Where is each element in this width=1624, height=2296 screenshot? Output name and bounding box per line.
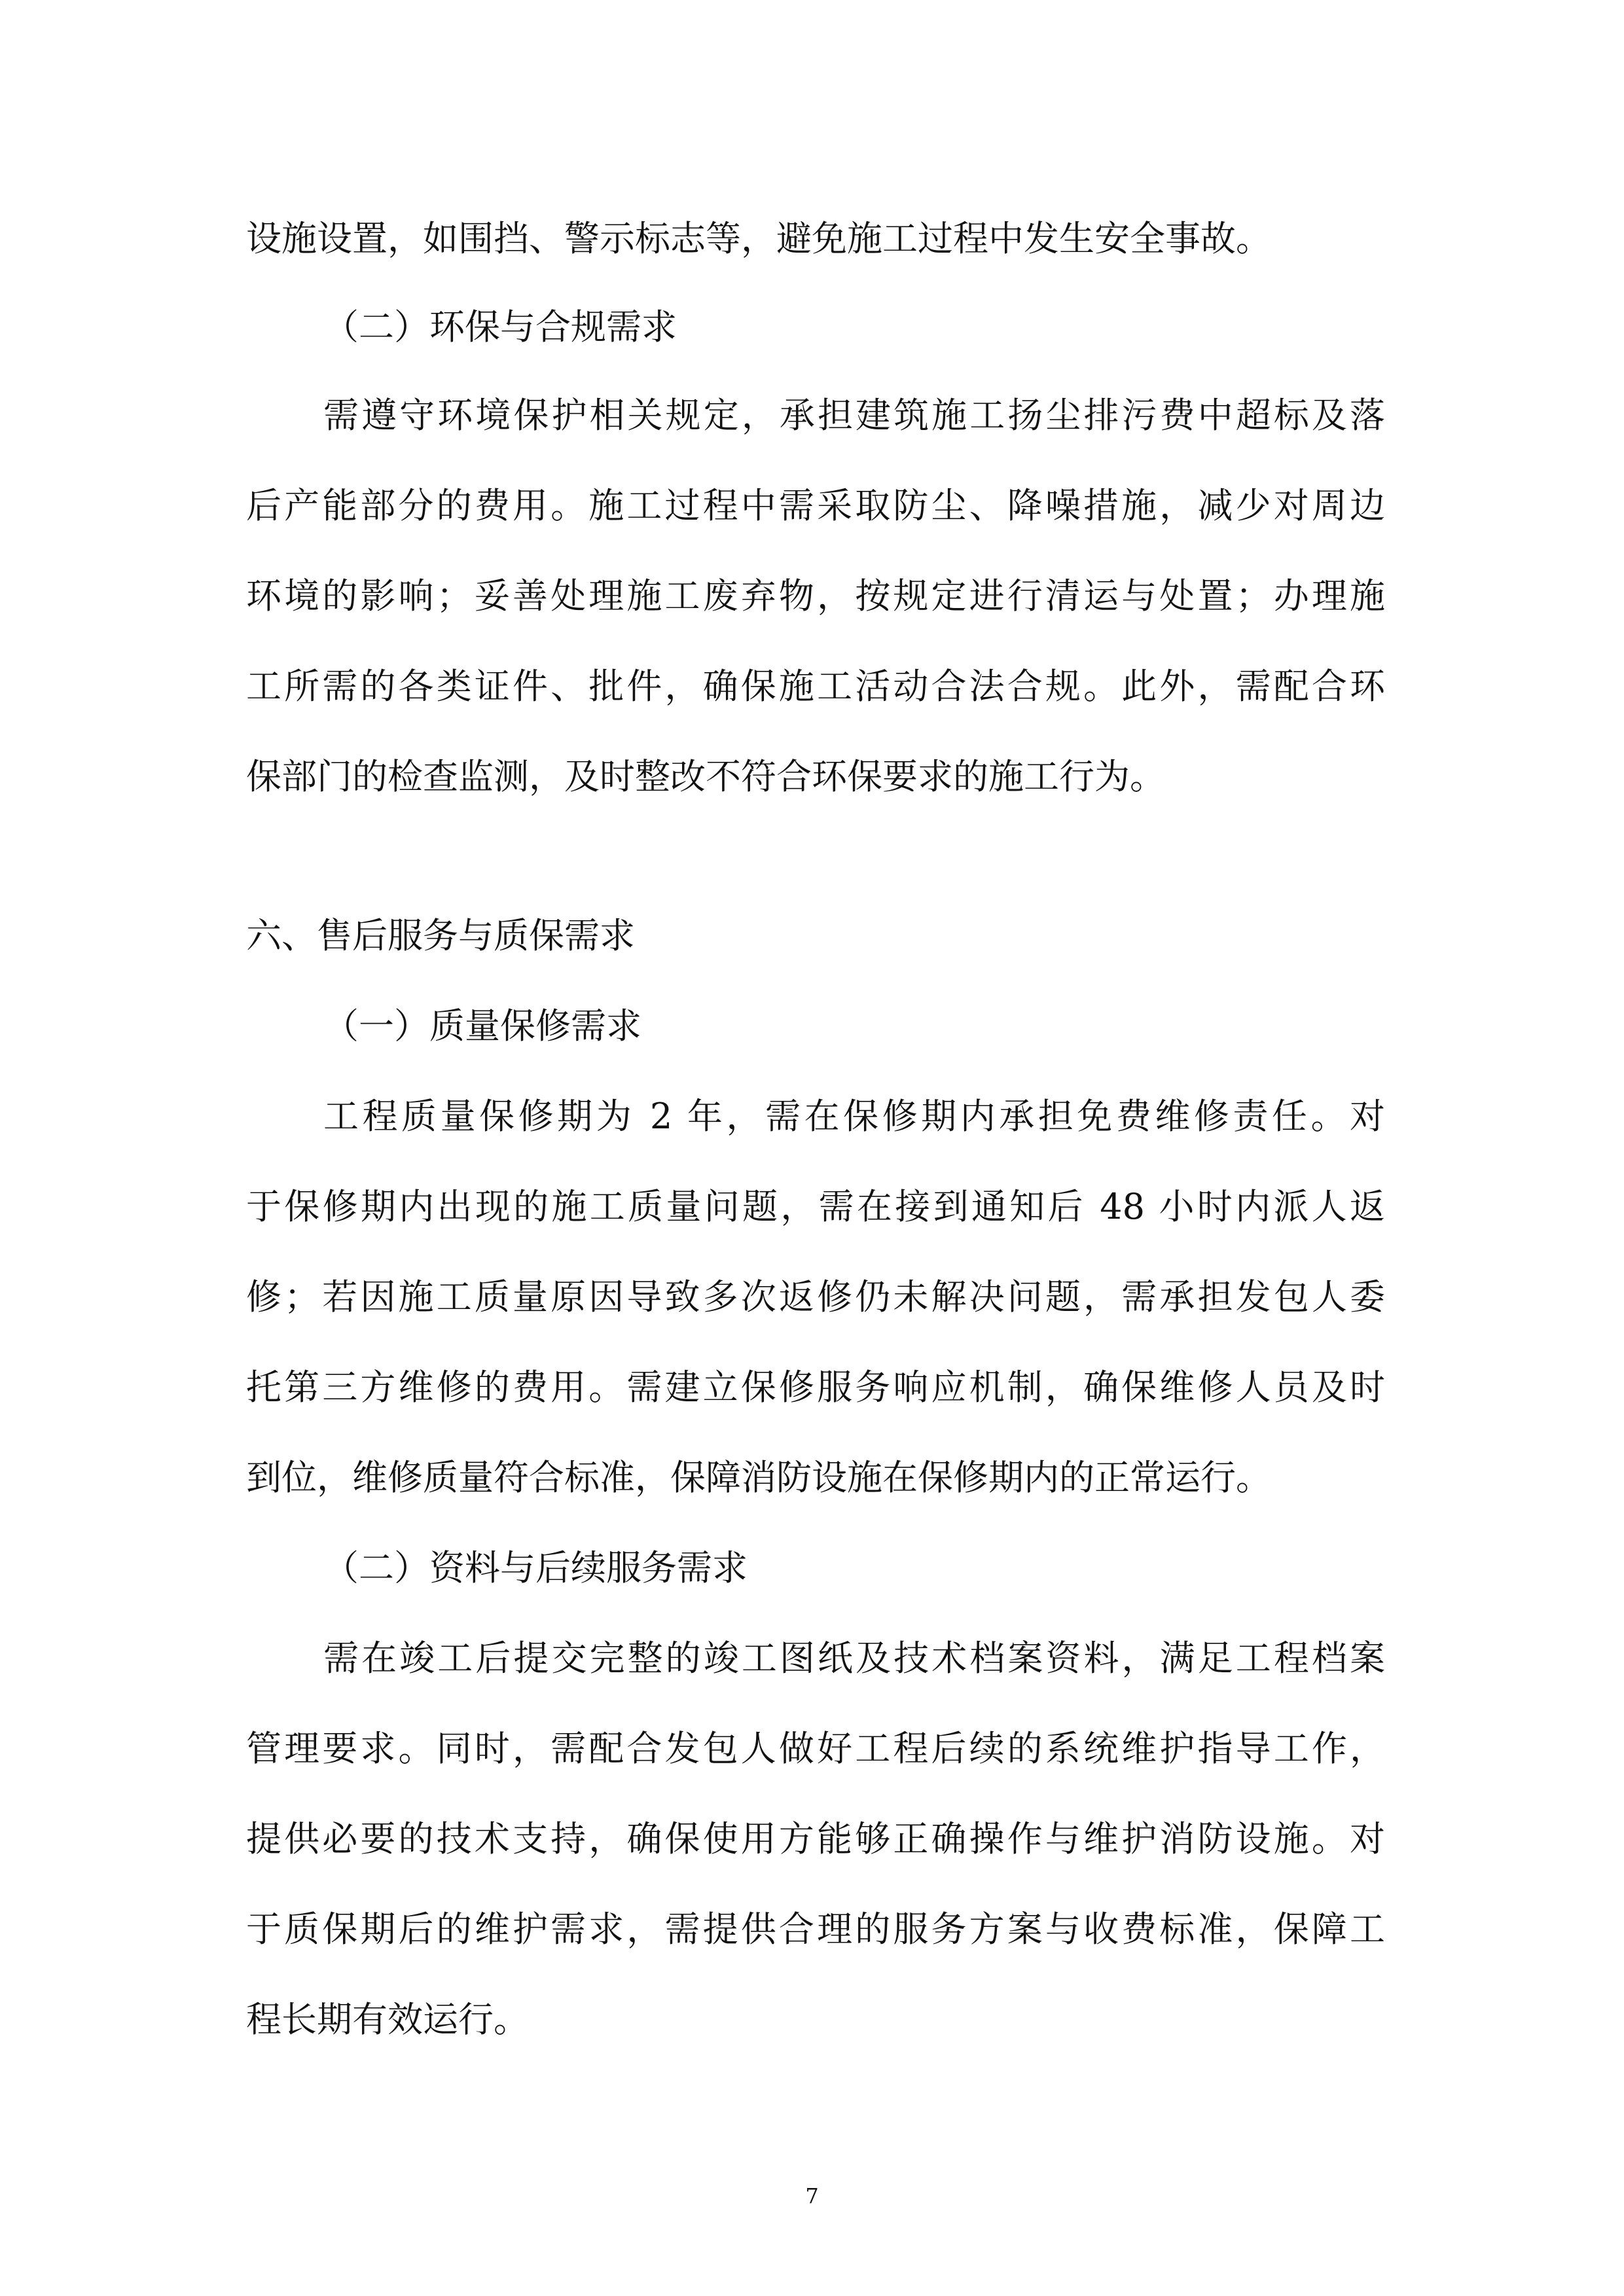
paragraph-line: 工程质量保修期为 2 年，需在保修期内承担免费维修责任。对: [323, 1096, 1385, 1137]
paragraph-line: 于保修期内出现的施工质量问题，需在接到通知后 48 小时内派人返: [246, 1186, 1385, 1227]
paragraph-line: 管理要求。同时，需配合发包人做好工程后续的系统维护指导工作，: [246, 1728, 1385, 1769]
paragraph-line: 工所需的各类证件、批件，确保施工活动合法合规。此外，需配合环: [246, 666, 1385, 707]
section-heading: （一）质量保修需求: [323, 1005, 641, 1047]
paragraph-line: 到位，维修质量符合标准，保障消防设施在保修期内的正常运行。: [246, 1457, 1271, 1498]
paragraph-line: 提供必要的技术支持，确保使用方能够正确操作与维护消防设施。对: [246, 1818, 1385, 1859]
paragraph-line: 于质保期后的维护需求，需提供合理的服务方案与收费标准，保障工: [246, 1909, 1385, 1950]
section-heading: （二）环保与合规需求: [323, 306, 677, 348]
paragraph-line: 后产能部分的费用。施工过程中需采取防尘、降噪措施，减少对周边: [246, 485, 1385, 526]
paragraph-line: 需在竣工后提交完整的竣工图纸及技术档案资料，满足工程档案: [323, 1638, 1385, 1679]
paragraph-line: 修；若因施工质量原因导致多次返修仍未解决问题，需承担发包人委: [246, 1276, 1385, 1318]
paragraph-line: 保部门的检查监测，及时整改不符合环保要求的施工行为。: [246, 756, 1165, 797]
chapter-heading: 六、售后服务与质保需求: [246, 915, 635, 956]
paragraph-line: 需遵守环境保护相关规定，承担建筑施工扬尘排污费中超标及落: [323, 395, 1385, 436]
paragraph-line: 程长期有效运行。: [246, 1999, 529, 2040]
paragraph-line: 托第三方维修的费用。需建立保修服务响应机制，确保维修人员及时: [246, 1367, 1385, 1408]
paragraph-line: 环境的影响；妥善处理施工废弃物，按规定进行清运与处置；办理施: [246, 575, 1385, 617]
page-number: 7: [805, 2183, 819, 2208]
paragraph-line: 设施设置，如围挡、警示标志等，避免施工过程中发生安全事故。: [246, 218, 1271, 259]
section-heading: （二）资料与后续服务需求: [323, 1547, 748, 1588]
